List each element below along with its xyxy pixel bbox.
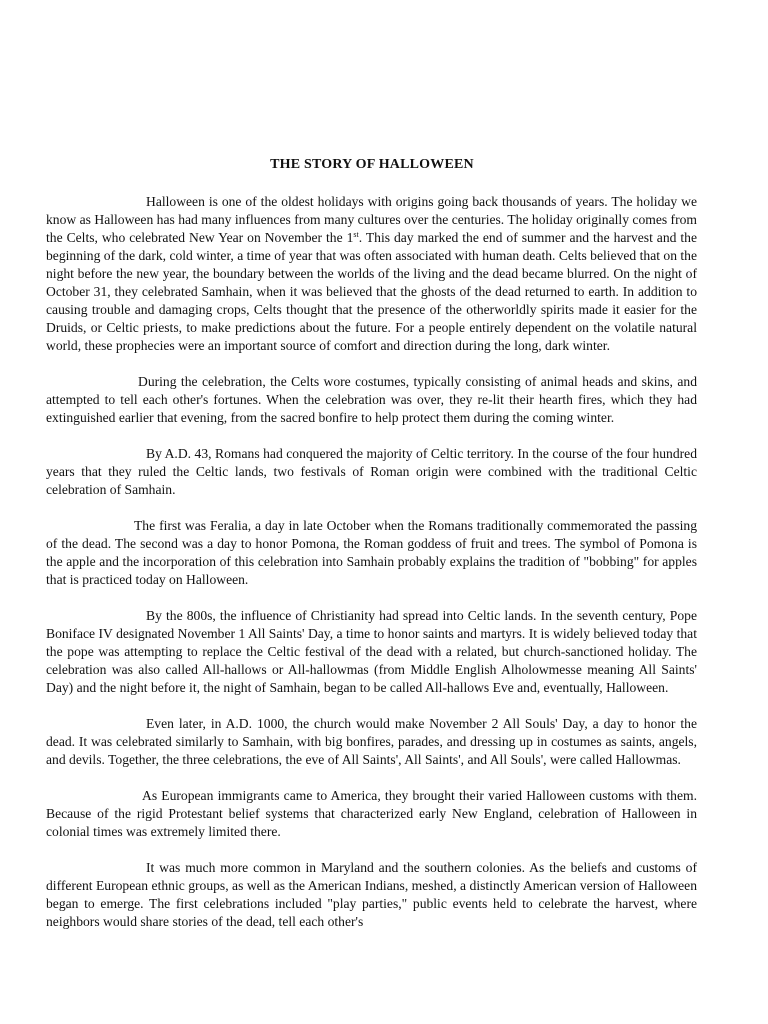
paragraph-7: As European immigrants came to America, they brought their varied Halloween customs with them. Because of the rigid Protestant belief systems that characterized early New England, celebration of Halloween in colonial times was extremely limited there.	[46, 788, 697, 839]
paragraph-6: Even later, in A.D. 1000, the church would make November 2 All Souls' Day, a day to honor the dead. It was celebrated similarly to Samhain, with big bonfires, parades, and dressing up in costumes as saints, angels, and devils. Together, the three celebrations, the eve of All Saints', All Saints', and All Souls', were called Hallowmas.	[46, 716, 697, 767]
paragraph-1-text-b: . This day marked the end of summer and the harvest and the beginning of the dark, cold winter, a time of year that was often associated with human death. Celts believed that on the night before the new year, the boundary between the worlds of the living and the dead became blurred. On the night of October 31, they celebrated Samhain, when it was believed that the ghosts of the dead returned to earth. In addition to causing trouble and damaging crops, Celts thought that the presence of the otherworldly spirits made it easier for the Druids, or Celtic priests, to make predictions about the future. For a people entirely dependent on the volatile natural world, these prophecies were an important source of comfort and direction during the long, dark winter.	[46, 230, 698, 353]
paragraph-1	[46, 193, 697, 355]
paragraph-5: By the 800s, the influence of Christianity had spread into Celtic lands. In the seventh century, Pope Boniface IV designated November 1 All Saints' Day, a time to honor saints and martyrs. It is widely believed today that the pope was attempting to replace the Celtic festival of the dead with a related, but church-sanctioned holiday. The celebration was also called All-hallows or All-hallowmas (from Middle English Alholowmesse meaning All Saints' Day) and the night before it, the night of Samhain, began to be called All-hallows Eve and, eventually, Halloween.	[46, 608, 697, 695]
document-title: THE STORY OF HALLOWEEN	[270, 157, 474, 172]
paragraph-3: By A.D. 43, Romans had conquered the majority of Celtic territory. In the course of the four hundred years that they ruled the Celtic lands, two festivals of Roman origin were combined with the traditional Celtic celebration of Samhain.	[46, 446, 697, 497]
ordinal-superscript: st	[353, 230, 359, 239]
paragraph-8: It was much more common in Maryland and the southern colonies. As the beliefs and customs of different European ethnic groups, as well as the American Indians, meshed, a distinctly American version of Halloween began to emerge. The first celebrations included "play parties," public events held to celebrate the harvest, where neighbors would share stories of the dead, tell each other's	[46, 860, 697, 929]
paragraph-4: The first was Feralia, a day in late October when the Romans traditionally commemorated the passing of the dead. The second was a day to honor Pomona, the Roman goddess of fruit and trees. The symbol of Pomona is the apple and the incorporation of this celebration into Samhain probably explains the tradition of "bobbing" for apples that is practiced today on Halloween.	[46, 518, 697, 587]
document-body	[46, 193, 697, 949]
paragraph-2: During the celebration, the Celts wore costumes, typically consisting of animal heads and skins, and attempted to tell each other's fortunes. When the celebration was over, they re-lit their hearth fires, which they had extinguished earlier that evening, from the sacred bonfire to help protect them during the coming winter.	[46, 374, 697, 425]
paragraph-1-text-a: Halloween is one of the oldest holidays with origins going back thousands of years. The holiday we know as Halloween has had many influences from many cultures over the centuries. The holiday originally comes from the Celts, who celebrated New Year on November the 1	[46, 194, 697, 245]
